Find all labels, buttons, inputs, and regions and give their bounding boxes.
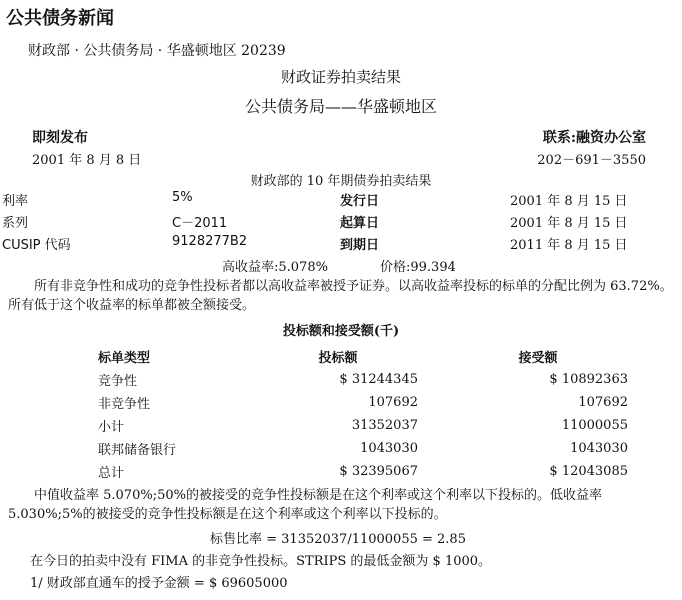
row-accepted: $ 12043085: [549, 464, 628, 479]
results-title: 财政证券拍卖结果: [280, 68, 401, 86]
allocation-paragraph: 所有非竞争性和成功的竞争性投标者都以高收益率被授予证券。以高收益率投标的标单的分配比例为 63.72%。所有低于这个收益率的标单都被全额接受。: [8, 279, 673, 313]
maturity-date-label: 到期日: [340, 238, 380, 253]
table-row: [60, 368, 628, 391]
rate-label: 利率: [2, 194, 29, 209]
column-header-type: 标单类型: [98, 351, 151, 366]
series-value: C－2011: [172, 216, 228, 231]
high-yield: 高收益率:5.078%: [222, 260, 328, 275]
table-caption: 投标额和接受额(千): [282, 324, 400, 339]
news-title: 公共债务新闻: [6, 8, 114, 29]
row-tendered: $ 32395067: [339, 464, 418, 479]
issue-date-label: 发行日: [340, 194, 380, 209]
row-type: 总计: [98, 466, 125, 481]
table-row: [60, 391, 628, 414]
bids-table: [60, 345, 628, 483]
dated-date-label: 起算日: [340, 216, 380, 231]
row-tendered: 31352037: [351, 418, 418, 433]
row-tendered: 107692: [368, 395, 418, 410]
row-accepted: 11000055: [561, 418, 628, 433]
table-row: [60, 414, 628, 437]
cusip-value: 9128277B2: [172, 234, 248, 249]
row-type: 联邦储备银行: [98, 443, 177, 458]
row-type: 竞争性: [98, 374, 138, 389]
release-label: 即刻发布: [32, 130, 88, 146]
release-date: 2001 年 8 月 8 日: [32, 153, 142, 168]
issue-date-value: 2001 年 8 月 15 日: [510, 194, 628, 209]
row-type: 非竞争性: [98, 397, 151, 412]
fima-note: 在今日的拍卖中没有 FIMA 的非竞争性投标。STRIPS 的最低金额为 $ 1000。: [30, 554, 492, 569]
series-label: 系列: [2, 216, 29, 231]
row-accepted: $ 10892363: [549, 372, 628, 387]
auction-heading: 财政部的 10 年期债券拍卖结果: [250, 174, 432, 189]
table-row: [60, 437, 628, 460]
row-tendered: 1043030: [360, 441, 418, 456]
dated-date-value: 2001 年 8 月 15 日: [510, 216, 628, 231]
column-header-accepted: 接受额: [518, 351, 558, 366]
bid-ratio: 标售比率 = 31352037/11000055 = 2.85: [210, 532, 466, 547]
row-type: 小计: [98, 420, 125, 435]
median-yield-paragraph: 中值收益率 5.070%;50%的被接受的竞争性投标额是在这个利率或这个利率以下投标的。低收益率 5.030%;5%的被接受的竞争性投标额是在这个利率或这个利率以下投标的。: [8, 488, 602, 522]
bureau-subtitle: 公共债务局——华盛顿地区: [244, 97, 437, 116]
column-header-tendered: 投标额: [318, 351, 358, 366]
agency-line: 财政部 · 公共债务局 · 华盛顿地区 20239: [28, 43, 286, 59]
treasury-direct-note: 1/ 财政部直通车的授予金额 = $ 69605000: [30, 576, 288, 591]
cusip-label: CUSIP 代码: [2, 238, 71, 253]
rate-value: 5%: [172, 190, 193, 205]
contact-phone: 202－691－3550: [537, 153, 646, 168]
row-accepted: 1043030: [570, 441, 628, 456]
row-tendered: $ 31244345: [339, 372, 418, 387]
table-header-row: [60, 345, 628, 368]
price: 价格:99.394: [380, 260, 456, 275]
row-accepted: 107692: [578, 395, 628, 410]
contact-label: 联系:融资办公室: [542, 130, 646, 146]
maturity-date-value: 2011 年 8 月 15 日: [510, 238, 628, 253]
table-row: [60, 460, 628, 483]
